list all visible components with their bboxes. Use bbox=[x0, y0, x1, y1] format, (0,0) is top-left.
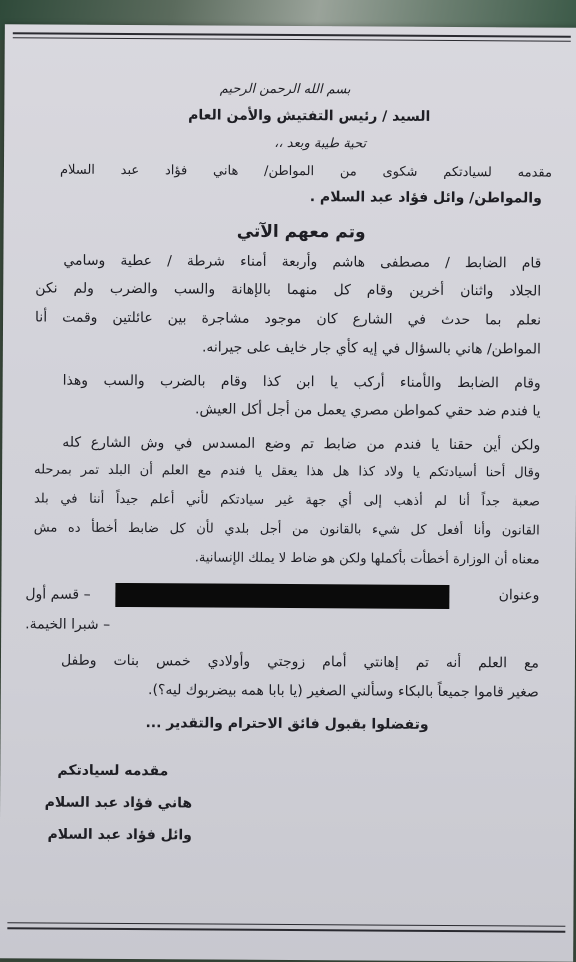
redaction-bar bbox=[115, 583, 449, 609]
paragraph-line-4: المواطن/ هاني بالسؤال في إيه كأي جار خايف على جيرانه. bbox=[201, 339, 541, 358]
paragraph-line-8: وقال أحنا أسيادتكم يا ولاد كذا هل هذا يعقل يا فندم مع العلم أن البلد تمر بمرحله bbox=[34, 462, 541, 481]
address-district: – قسم أول bbox=[25, 586, 91, 603]
signature-header: مقدمه لسيادتكم bbox=[57, 762, 169, 780]
paragraph-line-6: يا فندم ضد حقي كمواطن مصري يعمل من أجل أكل العيش. bbox=[194, 401, 541, 420]
top-border-line-inner bbox=[13, 37, 571, 41]
paragraph-line-9: صعبة جداً أنا لم أذهب إلى أي جهة غير سيادتكم لأني أعلم جيداً أننا في بلد bbox=[33, 491, 540, 510]
paragraph-line-15: مع العلم أنه تم إهانتي أمام زوجتي وأولادي خمس بنات وطفل bbox=[60, 652, 540, 672]
paragraph-line-1: قام الضابط / مصطفى هاشم وأربعة أمناء شرطة / عطية وسامي bbox=[63, 252, 542, 272]
subject-heading: وتم معهم الآتي bbox=[236, 221, 366, 243]
addressee: السيد / رئيس التفتيش والأمن العام bbox=[188, 107, 431, 125]
bottom-border-line bbox=[7, 927, 565, 932]
signatory-name-2: وائل فؤاد عبد السلام bbox=[47, 826, 192, 844]
paragraph-line-11: معناه أن الوزارة أخطأت بأكملها ولكن هو ضاط لا يملك الإنسانية. bbox=[194, 550, 540, 568]
paragraph-line-10: القانون وأنا أفعل كل شيء بالقانون من أجل بلدي لأن كل ضابط أخطأ ده مش bbox=[33, 520, 540, 539]
basmala: بسم الله الرحمن الرحيم bbox=[219, 81, 351, 98]
address-label: وعنوان bbox=[498, 587, 540, 604]
paragraph-line-3: نعلم بما حدث في الشارع كان موجود مشاجرة بين عائلتين وقمت أنا bbox=[35, 309, 542, 329]
intro-line-1: مقدمه لسيادتكم شكوى من المواطن/ هاني فؤاد عبد السلام bbox=[59, 162, 553, 181]
bottom-border-line-inner bbox=[7, 922, 565, 926]
closing-courtesy: وتفضلوا بقبول فائق الاحترام والتقدير ... bbox=[145, 715, 429, 733]
signatory-name-1: هاني فؤاد عبد السلام bbox=[44, 794, 193, 812]
greeting: تحية طيبة وبعد ،، bbox=[274, 135, 367, 152]
paragraph-line-16: صغير قاموا جميعاً بالبكاء وسألني الصغير (يا بابا همه بيضربوك ليه؟). bbox=[147, 682, 539, 701]
paragraph-line-2: الجلاد واثنان أخرين وقام كل منهما بالإهانة والسب والضرب ولم نكن bbox=[35, 280, 542, 300]
paragraph-line-5: وقام الضابط والأمناء أركب يا ابن كذا وقام بالضرب والسب وهذا bbox=[62, 372, 541, 392]
intro-line-2: والمواطن/ وائل فؤاد عبد السلام . bbox=[309, 189, 542, 207]
letter-page bbox=[0, 24, 576, 961]
paragraph-line-7: ولكن أين حقنا يا فندم من ضابط تم وضع المسدس في وش الشارع كله bbox=[62, 434, 541, 454]
address-city: – شبرا الخيمة. bbox=[25, 616, 111, 633]
